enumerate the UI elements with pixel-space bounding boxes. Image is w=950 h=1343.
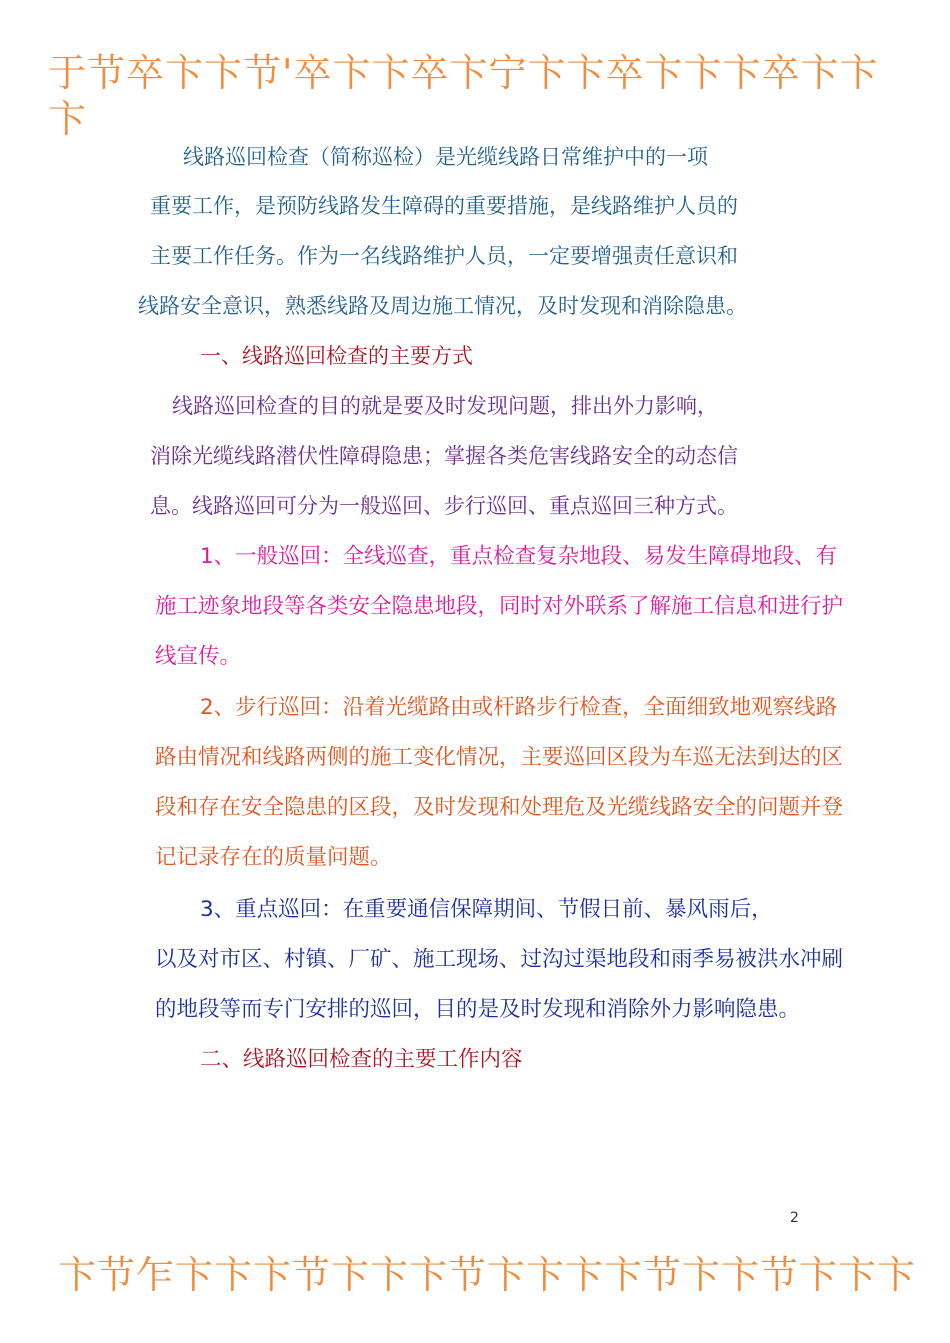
paragraph-line: 1、一般巡回：全线巡查，重点检查复杂地段、易发生障碍地段、有 [200, 544, 838, 569]
paragraph-line: 施工迹象地段等各类安全隐患地段，同时对外联系了解施工信息和进行护 [155, 594, 844, 619]
paragraph-line: 路由情况和线路两侧的施工变化情况，主要巡回区段为车巡无法到达的区 [155, 745, 844, 770]
paragraph-line: 消除光缆线路潜伏性障碍隐患；掌握各类危害线路安全的动态信 [150, 444, 738, 468]
paragraph-line: 主要工作任务。作为一名线路维护人员，一定要增强责任意识和 [150, 244, 738, 268]
paragraph-line: 记记录存在的质量问题。 [155, 845, 392, 870]
paragraph-line: 线路巡回检查（简称巡检）是光缆线路日常维护中的一项 [183, 145, 708, 169]
paragraph-line: 线路巡回检查的目的就是要及时发现问题，排出外力影响， [172, 394, 718, 418]
header-decoration: 于节卒卞卞节'卒卞卞卒卞宁卞卞卒卞卞卞卒卞卞卞 [48, 51, 879, 141]
section-heading: 一、线路巡回检查的主要方式 [200, 344, 473, 368]
page-number: 2 [790, 1210, 799, 1226]
section-heading: 二、线路巡回检查的主要工作内容 [200, 1047, 523, 1072]
footer-decoration: 卞节乍卞卞卞节卞卞卞节卞卞卞卞节卞卞节卞卞卞 [58, 1253, 917, 1297]
paragraph-line: 息。线路巡回可分为一般巡回、步行巡回、重点巡回三种方式。 [150, 494, 738, 518]
paragraph-line: 以及对市区、村镇、厂矿、施工现场、过沟过渠地段和雨季易被洪水冲刷 [155, 947, 844, 972]
paragraph-line: 段和存在安全隐患的区段，及时发现和处理危及光缆线路安全的问题并登 [155, 795, 844, 820]
paragraph-line: 的地段等而专门安排的巡回，目的是及时发现和消除外力影响隐患。 [155, 997, 801, 1022]
paragraph-line: 线路安全意识，熟悉线路及周边施工情况，及时发现和消除隐患。 [138, 294, 747, 318]
paragraph-line: 3、重点巡回：在重要通信保障期间、节假日前、暴风雨后， [200, 897, 773, 922]
paragraph-line: 重要工作，是预防线路发生障碍的重要措施，是线路维护人员的 [150, 194, 738, 218]
paragraph-line: 线宣传。 [155, 644, 242, 669]
paragraph-line: 2、步行巡回：沿着光缆路由或杆路步行检查，全面细致地观察线路 [200, 695, 838, 720]
